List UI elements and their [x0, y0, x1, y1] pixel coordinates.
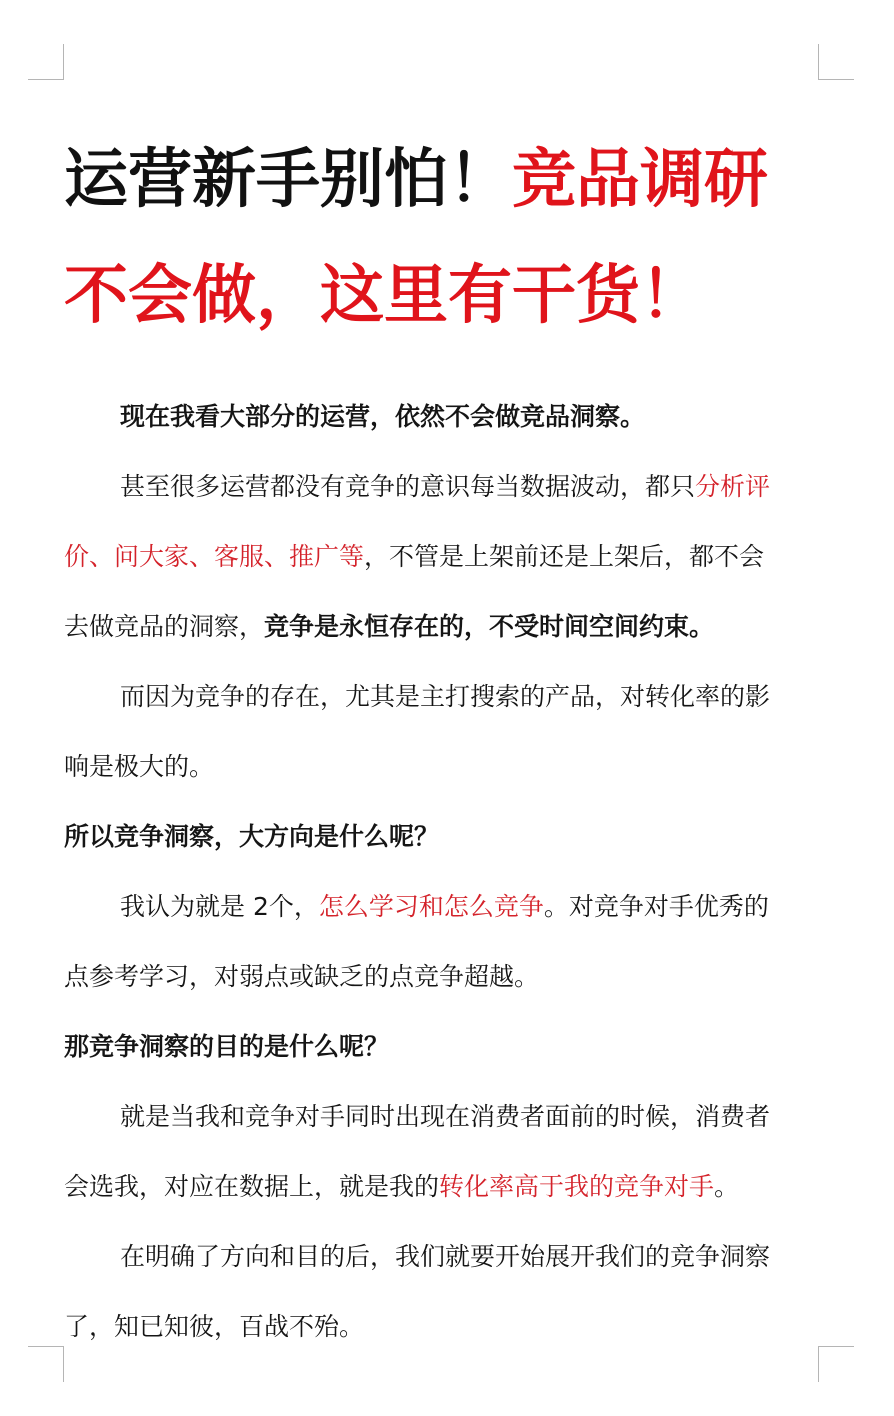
paragraph-6-line-1: 在明确了方向和目的后，我们就要开始展开我们的竞争洞察 [120, 1242, 771, 1271]
text-run: 甚至很多运营都没有竞争的意识每当数据波动，都只 [120, 472, 696, 501]
title-line-1 [64, 122, 820, 238]
text-run: 我认为就是 2个， [120, 892, 319, 921]
section-heading-1: 所以竞争洞察，大方向是什么呢？ [64, 822, 440, 851]
paragraph-5-line-2 [64, 1152, 820, 1222]
paragraph-4-line-2: 点参考学习，对弱点或缺乏的点竞争超越。 [64, 962, 540, 991]
paragraph-5-line-1: 就是当我和竞争对手同时出现在消费者面前的时候，消费者 [120, 1102, 771, 1131]
section-heading-2: 那竞争洞察的目的是什么呢？ [64, 1032, 390, 1061]
paragraph-5 [64, 1082, 820, 1222]
highlight-text: 价、问大家、客服、推广等 [64, 542, 365, 571]
corner-mark-bottom-left [28, 1346, 64, 1382]
bold-text: 竞争是永恒存在的，不受时间空间约束。 [264, 612, 715, 641]
document-content [64, 122, 820, 1362]
paragraph-2-line-3 [64, 592, 820, 662]
title-black-part: 运营新手别怕！ [64, 143, 512, 217]
paragraph-4-line-1 [64, 872, 820, 942]
paragraph-2-line-2 [64, 522, 820, 592]
text-run: 。 [714, 1172, 740, 1201]
paragraph-4 [64, 872, 820, 1012]
corner-mark-top-right [818, 44, 854, 80]
title-line-2: 不会做，这里有干货！ [64, 259, 704, 333]
paragraph-3-line-1: 而因为竞争的存在，尤其是主打搜索的产品，对转化率的影 [120, 682, 771, 711]
highlight-text: 转化率高于我的竞争对手 [439, 1172, 715, 1201]
article-body [64, 382, 820, 1362]
paragraph-6-line-2: 了，知已知彼，百战不殆。 [64, 1312, 365, 1341]
corner-mark-top-left [28, 44, 64, 80]
paragraph-6 [64, 1222, 820, 1362]
title-red-part-1: 竞品调研 [512, 143, 768, 217]
text-run: 。对竞争对手优秀的 [543, 892, 769, 921]
corner-mark-bottom-right [818, 1346, 854, 1382]
text-run: ，不管是上架前还是上架后，都不会 [364, 542, 765, 571]
paragraph-2 [64, 452, 820, 662]
paragraph-3 [64, 662, 820, 802]
page-title [64, 122, 820, 354]
highlight-text: 怎么学习和怎么竞争 [318, 892, 544, 921]
text-run: 会选我，对应在数据上，就是我的 [64, 1172, 440, 1201]
paragraph-2-line-1 [64, 452, 820, 522]
intro-paragraph: 现在我看大部分的运营，依然不会做竞品洞察。 [120, 402, 646, 431]
paragraph-3-line-2: 响是极大的。 [64, 752, 215, 781]
text-run: 去做竞品的洞察， [64, 612, 265, 641]
highlight-text: 分析评 [695, 472, 771, 501]
